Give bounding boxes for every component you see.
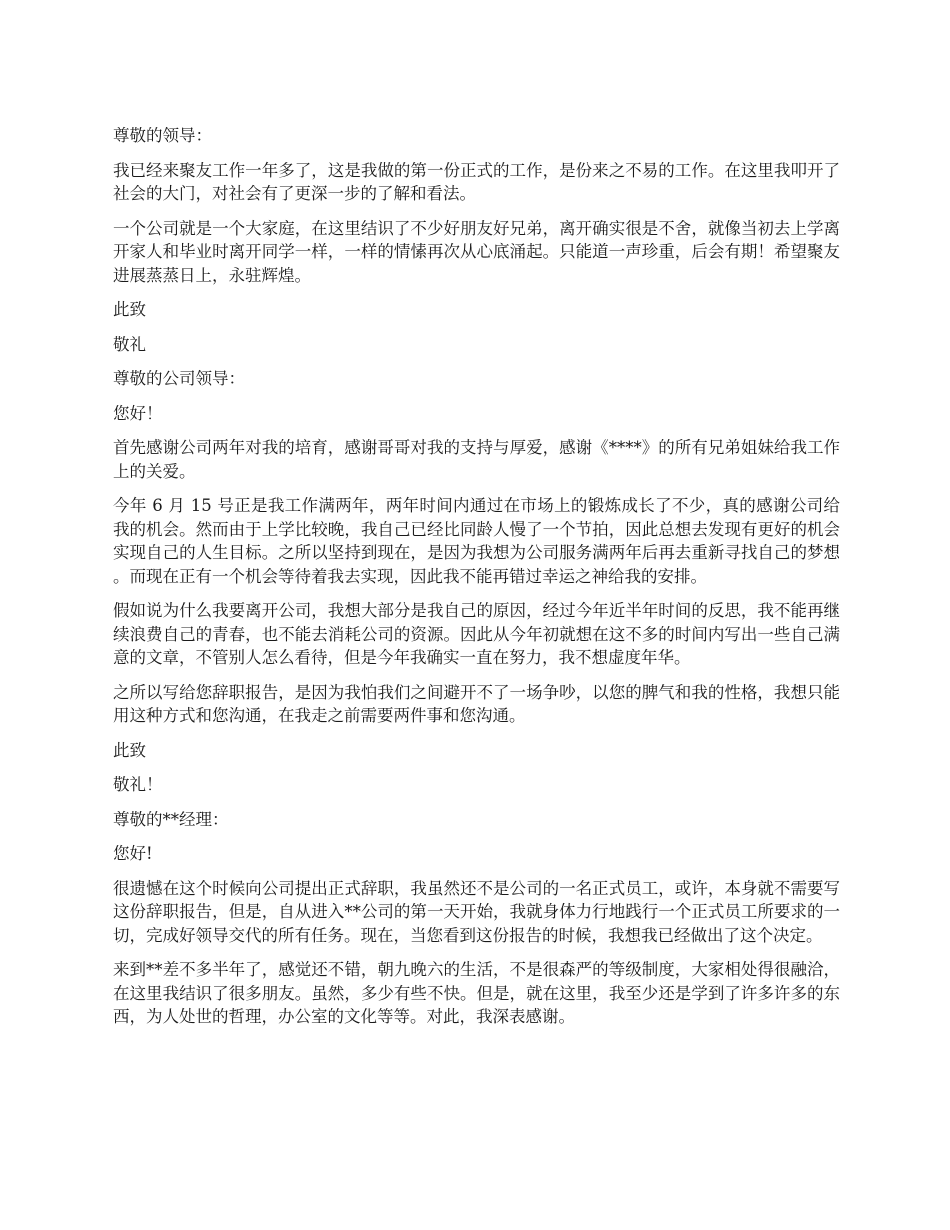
- closing-cizhi-1: 此致: [113, 300, 146, 319]
- paragraph-8: 来到**差不多半年了，感觉还不错，朝九晚六的生活，不是很森严的等级制度，大家相处得很融洽，在这里我结识了很多朋友。虽然，多少有些不快。但是，就在这里，我至少还是学到了许多许多的东西，为人处世的哲理，办公室的文化等等。对此，我深表感谢。: [113, 960, 840, 1026]
- paragraph-1: 我已经来聚友工作一年多了，这是我做的第一份正式的工作，是份来之不易的工作。在这里我叩开了社会的大门，对社会有了更深一步的了解和看法。: [113, 160, 840, 203]
- paragraph-6: 之所以写给您辞职报告，是因为我怕我们之间避开不了一场争吵，以您的脾气和我的性格，我想只能用这种方式和您沟通，在我走之前需要两件事和您沟通。: [113, 682, 840, 725]
- paragraph-2: 一个公司就是一个大家庭，在这里结识了不少好朋友好兄弟，离开确实很是不舍，就像当初去上学离开家人和毕业时离开同学一样，一样的情愫再次从心底涌起。只能道一声珍重，后会有期！希望聚友进展蒸蒸日上，永驻辉煌。: [113, 218, 840, 285]
- greeting-1: 尊敬的领导：: [113, 126, 212, 145]
- paragraph-3: 首先感谢公司两年对我的培育，感谢哥哥对我的支持与厚爱，感谢《****》的所有兄弟姐妹给我工作上的关爱。: [113, 438, 840, 481]
- closing-jingli-2: 敬礼！: [113, 775, 163, 794]
- closing-cizhi-2: 此致: [113, 740, 146, 760]
- paragraph-7: 很遗憾在这个时候向公司提出正式辞职，我虽然还不是公司的一名正式员工，或许，本身就不需要写这份辞职报告，但是，自从进入**公司的第一天开始，我就身体力行地践行一个正式员工所要求的一切，完成好领导交代的所有任务。现在，当您看到这份报告的时候，我想我已经做出了这个决定。: [113, 878, 840, 945]
- document-body: [113, 124, 840, 1040]
- salutation-3: 您好!: [113, 844, 153, 863]
- greeting-2: 尊敬的公司领导：: [113, 369, 245, 388]
- paragraph-5: 假如说为什么我要离开公司，我想大部分是我自己的原因，经过今年近半年时间的反思，我不能再继续浪费自己的青春，也不能去消耗公司的资源。因此从今年初就想在这不多的时间内写出一些自己满意的文章，不管别人怎么看待，但是今年我确实一直在努力，我不想虚度年华。: [113, 601, 840, 667]
- paragraph-4: 今年 6 月 15 号正是我工作满两年，两年时间内通过在市场上的锻炼成长了不少，真的感谢公司给我的机会。然而由于上学比较晚，我自己已经比同龄人慢了一个节拍，因此总想去发现有更好的机会实现自己的人生目标。之所以坚持到现在，是因为我想为公司服务满两年后再去重新寻找自己的梦想。而现在正有一个机会等待着我去实现，因此我不能再错过幸运之神给我的安排。: [113, 496, 840, 586]
- salutation-2: 您好！: [113, 403, 163, 423]
- closing-jingli-1: 敬礼: [113, 334, 146, 354]
- greeting-3: 尊敬的**经理：: [113, 809, 229, 829]
